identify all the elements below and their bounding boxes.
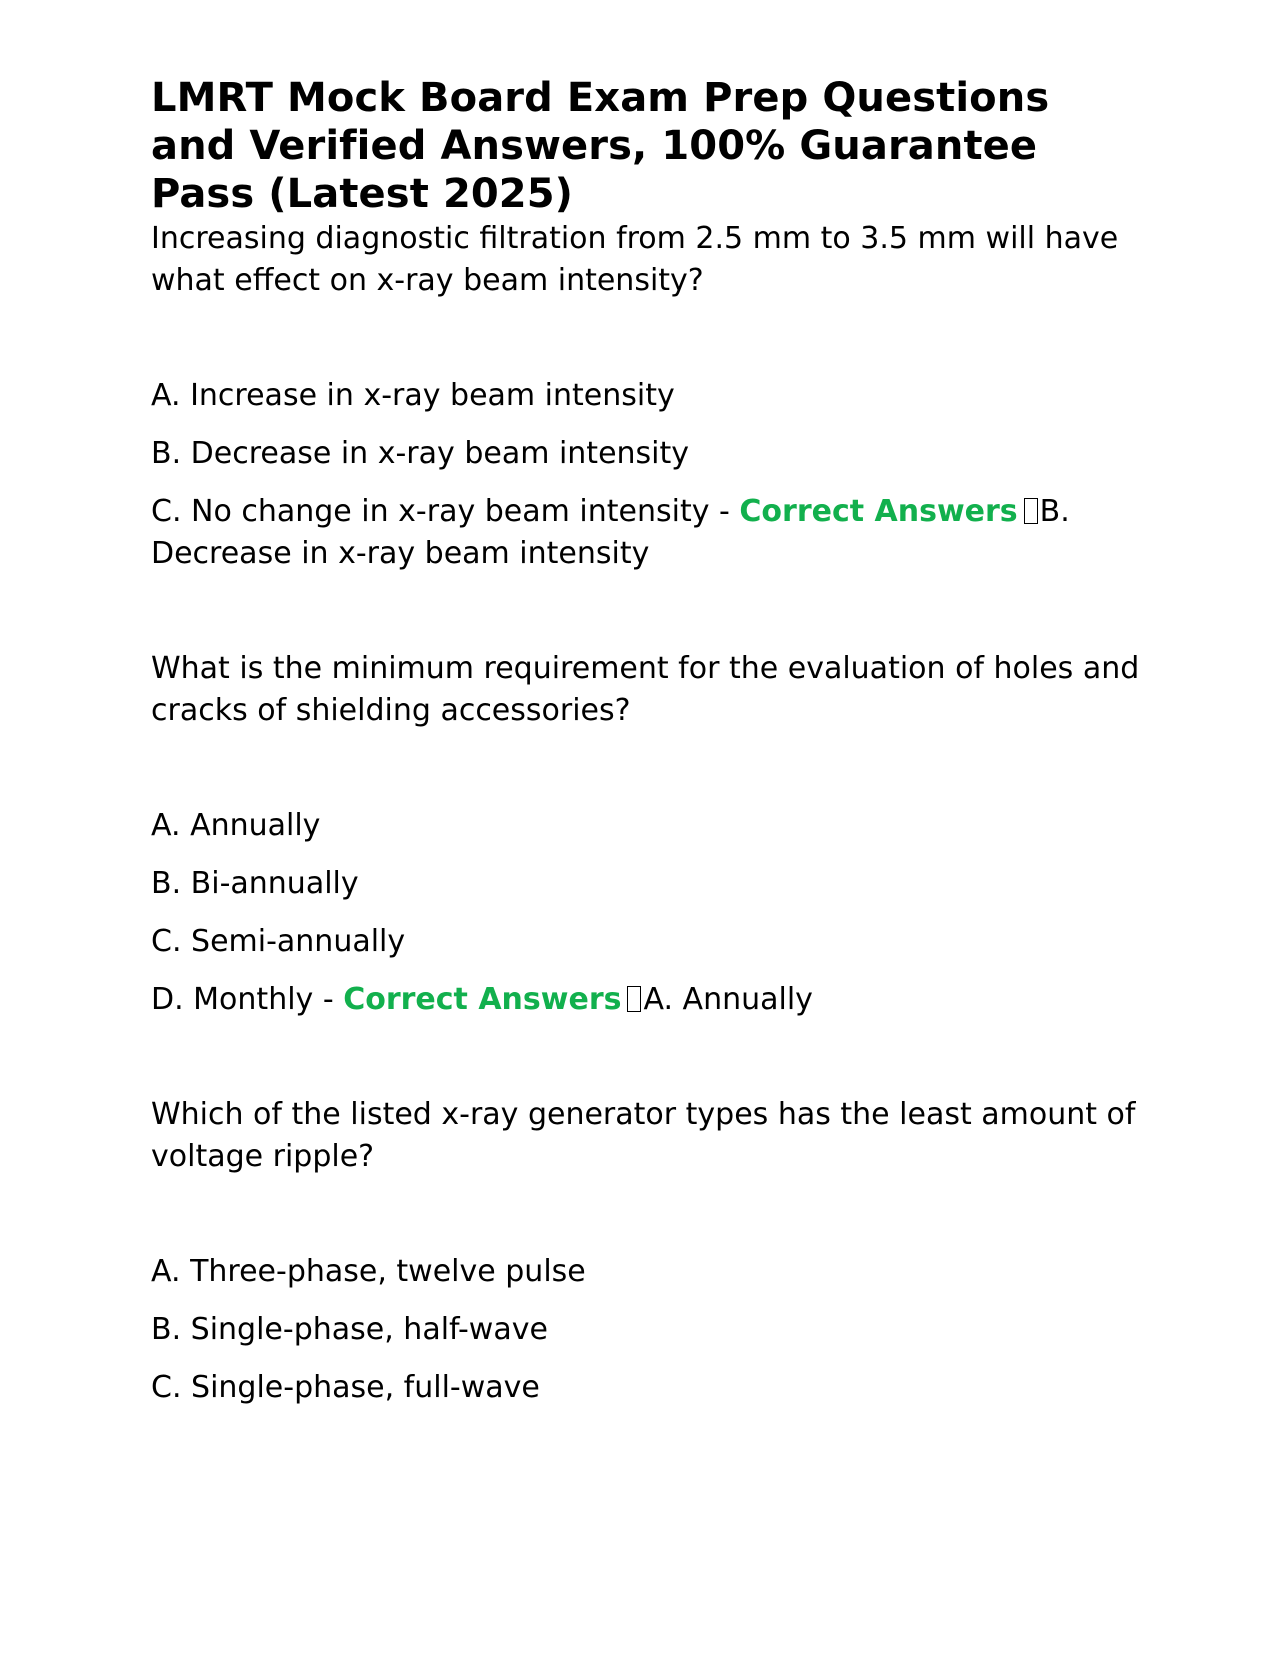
options-list bbox=[151, 1251, 1141, 1409]
correct-answers-label: Correct Answers bbox=[343, 982, 622, 1017]
question-text: What is the minimum requirement for the evaluation of holes and cracks of shielding accessories? bbox=[151, 651, 1140, 728]
option-a: A. Three-phase, twelve pulse bbox=[151, 1254, 586, 1289]
option-c: C. Semi-annually bbox=[151, 924, 406, 959]
option-d-text: D. Monthly - bbox=[151, 982, 334, 1017]
option-c-with-answer bbox=[151, 491, 1141, 575]
missing-glyph-icon bbox=[627, 986, 641, 1012]
correct-answers-label: Correct Answers bbox=[739, 494, 1018, 529]
question-3 bbox=[151, 1094, 1141, 1409]
option-a: A. Annually bbox=[151, 808, 321, 843]
document-title: LMRT Mock Board Exam Prep Questions and Verified Answers, 100% Guarantee Pass (Latest 2025) bbox=[151, 75, 1050, 217]
correct-answer-text: A. Annually bbox=[643, 982, 813, 1017]
option-c-text: C. No change in x-ray beam intensity - bbox=[151, 494, 730, 529]
option-d-with-answer bbox=[151, 979, 1141, 1021]
option-b: B. Decrease in x-ray beam intensity bbox=[151, 436, 690, 471]
option-b: B. Bi-annually bbox=[151, 866, 359, 901]
question-text: Increasing diagnostic filtration from 2.5 mm to 3.5 mm will have what effect on x-ray beam intensity? bbox=[151, 221, 1119, 298]
option-c: C. Single-phase, full-wave bbox=[151, 1370, 540, 1405]
document-page bbox=[151, 74, 1141, 1409]
missing-glyph-icon bbox=[1024, 498, 1038, 524]
option-a: A. Increase in x-ray beam intensity bbox=[151, 378, 675, 413]
options-list bbox=[151, 805, 1141, 1021]
question-text: Which of the listed x-ray generator types has the least amount of voltage ripple? bbox=[151, 1097, 1136, 1174]
question-1 bbox=[151, 218, 1141, 575]
option-b: B. Single-phase, half-wave bbox=[151, 1312, 548, 1347]
correct-answer-text: B. Decrease in x-ray beam intensity bbox=[151, 494, 1070, 571]
question-2 bbox=[151, 648, 1141, 1021]
options-list bbox=[151, 375, 1141, 575]
